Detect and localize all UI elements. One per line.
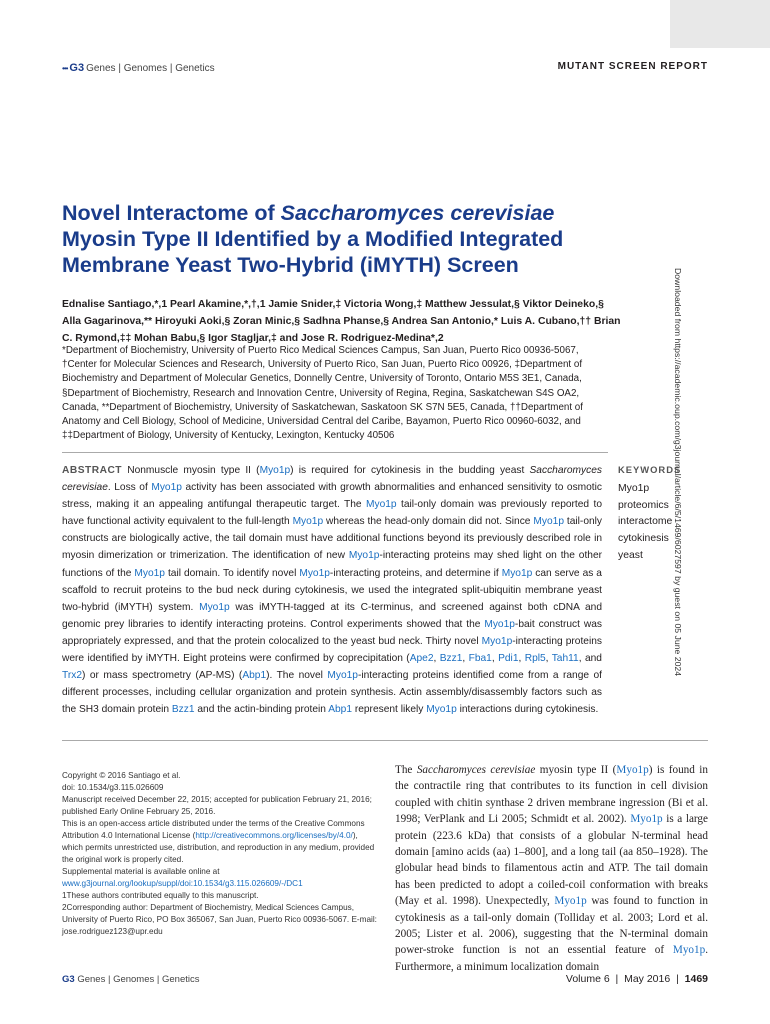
gene-link[interactable]: Myo1p xyxy=(554,895,587,908)
gene-link[interactable]: Myo1p xyxy=(501,567,533,579)
gene-link[interactable]: Abp1 xyxy=(242,670,267,682)
gene-link[interactable]: Myo1p xyxy=(134,567,165,579)
body-text: The xyxy=(395,764,417,776)
separator: | xyxy=(676,973,679,985)
footer-logo-text: Genes | Genomes | Genetics xyxy=(77,974,200,985)
title-part1: Novel Interactome of xyxy=(62,201,281,225)
abstract-text: , xyxy=(518,653,525,665)
abstract-text: was iMYTH-tagged at its C-terminus, and screened against both cDNA and genomic prey libraries to identify interacting proteins. Control experiments showed that the xyxy=(62,601,602,630)
abstract-text: . Loss of xyxy=(107,482,152,494)
gene-link[interactable]: Myo1p xyxy=(199,601,230,613)
logo-dots-icon: ••• xyxy=(62,63,68,73)
keyword-item: cytokinesis xyxy=(618,533,669,545)
divider xyxy=(62,452,608,453)
body-text: was found to function in cytokinesis as a tail-only domain (Tolliday et al. 2003; Lord et al. 2005; Lister et al. 2006), suggesting that the N-terminal domain power-stroke function is not an essential feature of xyxy=(395,895,708,957)
body-text: . Furthermore, a minimum localization domain xyxy=(395,944,708,973)
gene-link[interactable]: Myo1p xyxy=(481,635,513,647)
gene-link[interactable]: Pdi1 xyxy=(498,653,519,665)
abstract-text: -interacting proteins identified come from a range of different processes, including cellular organization and protein synthesis. Actin assembly/disassembly factors such as the SH3 domain protein xyxy=(62,670,602,716)
logo-text: Genes | Genomes | Genetics xyxy=(86,62,215,74)
keywords-box xyxy=(618,462,708,565)
abstract-text: interactions during cytokinesis. xyxy=(456,704,599,716)
abstract-text: ) or mass spectrometry (AP-MS) ( xyxy=(82,670,243,682)
abstract-text: whereas the head-only domain did not. Since xyxy=(323,516,534,528)
footnote-1: 1These authors contributed equally to this manuscript. xyxy=(62,891,259,900)
keyword-item: proteomics xyxy=(618,499,669,511)
gene-link[interactable]: Myo1p xyxy=(327,670,358,682)
gene-link[interactable]: Ape2 xyxy=(409,653,434,665)
abstract-text: ) is required for cytokinesis in the budding yeast xyxy=(290,465,530,476)
license-link[interactable]: http://creativecommons.org/licenses/by/4.0/ xyxy=(195,831,353,840)
separator: | xyxy=(615,973,619,985)
gene-link[interactable]: Myo1p xyxy=(630,813,663,826)
gene-link[interactable]: Myo1p xyxy=(426,704,457,716)
body-text: ) is found in the contractile ring that contributes to its function in cell division coupled with chitin synthase 2 driven membrane ingression (Bi et al. 1998; VerPlank and Li 2005; Schmidt et al. 2002). xyxy=(395,764,708,826)
supplemental-line xyxy=(62,866,380,890)
abstract-text: tail-only constructs are biologically active, the tail domain must have additional functions beyond its previously described role in myosin dimerization or trimerization. The identification of new xyxy=(62,516,603,562)
gene-link[interactable]: Myo1p xyxy=(292,516,324,528)
gene-link[interactable]: Abp1 xyxy=(328,704,352,716)
abstract-text: can serve as a scaffold to recruit proteins to the bud neck during cytokinesis, we used the integrated split-ubiquitin membrane yeast two-hybrid (iMYTH) system. xyxy=(62,567,602,613)
received-line: Manuscript received December 22, 2015; accepted for publication February 21, 2016; published Early Online February 25, 2016. xyxy=(62,795,372,816)
abstract-label: ABSTRACT xyxy=(62,465,123,476)
title-species: Saccharomyces cerevisiae xyxy=(280,201,555,225)
abstract-text: -interacting proteins may shed light on the other functions of the xyxy=(62,550,602,579)
abstract-text: Nonmuscle myosin type II ( xyxy=(122,465,260,476)
abstract xyxy=(62,462,602,718)
license-text: This is an open-access article distributed under the terms of the Creative Commons Attribution 4.0 International License ( xyxy=(62,819,365,840)
footer-logo-mark: G3 xyxy=(62,974,75,985)
download-note-text: Downloaded from https://academic.oup.com/g3journal/article/6/5/1469/6027597 by guest on 05 June 2024 xyxy=(673,268,683,677)
abstract-text: activity has been associated with growth abnormalities and enhanced sensitivity to osmotic stress, making it an appealing antifungal therapeutic target. The xyxy=(62,482,602,511)
keywords-title: KEYWORDS xyxy=(618,464,682,475)
page-number: 1469 xyxy=(684,973,708,985)
species-name: Saccharomyces cerevisiae xyxy=(416,764,536,776)
gene-link[interactable]: Tah11 xyxy=(551,653,579,665)
volume: Volume 6 xyxy=(565,973,610,985)
keyword-item: Myo1p xyxy=(618,482,650,494)
license-line xyxy=(62,818,380,866)
divider xyxy=(62,740,708,741)
species-name: Saccharomyces cerevisiae xyxy=(62,465,602,494)
affiliations: *Department of Biochemistry, University of Puerto Rico Medical Sciences Campus, San Juan, Puerto Rico 00936-5067, †Center for Molecular Sciences and Research, University of Puerto Rico, San Juan, Puerto Rico 00926, ‡Department of Biochemistry and Department of Molecular Genetics, Donnelly Centre, University of Toronto, Ontario M5S 3E1, Canada, §Department of Biochemistry, Research and Innovation Centre, University of Regina, Regina, Saskatchewan S4S OA2, Canada, **Department of Biochemistry, University of Saskatchewan, Saskatoon SK S7N 5E5, Canada, ††Department of Anatomy and Cell Biology, School of Medicine, Universidad Central del Caribe, Bayamon, Puerto Rico 00960-6032, and ‡‡Department of Biology, University of Kentucky, Lexington, Kentucky 40506 xyxy=(62,345,583,442)
report-type: MUTANT SCREEN REPORT xyxy=(557,61,708,72)
logo-mark: G3 xyxy=(69,62,85,74)
article-title xyxy=(62,200,662,278)
abstract-text: -interacting proteins, and determine if xyxy=(329,567,502,579)
gene-link[interactable]: Myo1p xyxy=(348,550,380,562)
gene-link[interactable]: Myo1p xyxy=(259,465,291,476)
body-text: is a large protein (223.6 kDa) that consists of a globular N-terminal head domain [amino acids (aa) 1–800], and a long tail (aa 850–1928). The globular head binds to filamentous actin and ATP. The tail domain has been predicted to adopt a coiled-coil conformation with breaks (May et al. 1998). Unexpectedly, xyxy=(395,813,708,908)
supplemental-text: Supplemental material is available online at xyxy=(62,867,220,876)
license-text: ), which permits unrestricted use, distribution, and reproduction in any medium, provided the original work is properly cited. xyxy=(62,831,375,864)
journal-logo xyxy=(62,62,215,74)
abstract-text: -bait construct was appropriately expressed, and that the protein colocalized to the yeast bud neck. Thirty novel xyxy=(62,618,603,647)
author-list: Ednalise Santiago,*,1 Pearl Akamine,*,†,1 Jamie Snider,‡ Victoria Wong,‡ Matthew Jessulat,§ Viktor Deineko,§ Alla Gagarinova,** Hiroyuki Aoki,§ Zoran Minic,§ Sadhna Phanse,§ Andrea San Antonio,* Luis A. Cubano,†† Brian C. Rymond,‡‡ Mohan Babu,§ Igor Stagljar,‡ and Jose R. Rodriguez-Medina*,2 xyxy=(62,299,621,344)
abstract-text: , xyxy=(433,653,440,665)
gene-link[interactable]: Myo1p xyxy=(151,482,182,494)
abstract-text: , xyxy=(545,653,552,665)
title-part2: Myosin Type II Identified by a Modified Integrated Membrane Yeast Two-Hybrid (iMYTH) Screen xyxy=(62,227,564,277)
gene-link[interactable]: Myo1p xyxy=(484,618,515,630)
gene-link[interactable]: Rpl5 xyxy=(524,653,546,665)
footer-logo xyxy=(62,974,200,985)
issue-date: May 2016 xyxy=(624,973,671,985)
abstract-text: and the actin-binding protein xyxy=(194,704,329,716)
keyword-item: interactome xyxy=(618,516,673,528)
gene-link[interactable]: Bzz1 xyxy=(439,653,463,665)
body-text: myosin type II ( xyxy=(535,764,617,776)
abstract-text: represent likely xyxy=(352,704,427,716)
copyright-line: Copyright © 2016 Santiago et al. xyxy=(62,771,181,780)
abstract-text: ). The novel xyxy=(266,670,328,682)
gene-link[interactable]: Myo1p xyxy=(616,764,649,776)
supplemental-link[interactable]: www.g3journal.org/lookup/suppl/doi:10.1534/g3.115.026609/-/DC1 xyxy=(62,879,303,888)
copyright-block xyxy=(62,770,380,938)
footer-info xyxy=(460,973,708,985)
abstract-text: -interacting proteins were identified by iMYTH. Eight proteins were confirmed by coprecipitation ( xyxy=(62,635,602,665)
gene-link[interactable]: Fba1 xyxy=(468,653,492,665)
gene-link[interactable]: Myo1p xyxy=(533,516,564,528)
footnote-2: 2Corresponding author: Department of Biochemistry, Medical Sciences Campus, University of Puerto Rico, PO Box 365067, San Juan, Puerto Rico 00936-5067. E-mail: jose.rodriguez123@upr.edu xyxy=(62,903,377,936)
abstract-text: , xyxy=(462,653,469,665)
keyword-item: yeast xyxy=(618,549,643,561)
abstract-text: tail domain. To identify novel xyxy=(164,567,300,579)
corner-tab xyxy=(670,0,770,48)
abstract-text: , xyxy=(491,653,499,665)
gene-link[interactable]: Trx2 xyxy=(62,670,82,682)
gene-link[interactable]: Myo1p xyxy=(366,499,397,511)
gene-link[interactable]: Myo1p xyxy=(672,944,706,957)
gene-link[interactable]: Myo1p xyxy=(299,567,330,579)
abstract-text: , and xyxy=(578,653,602,665)
abstract-text: tail-only domain was previously reported to have functional activity equivalent to the full-length xyxy=(62,499,602,528)
gene-link[interactable]: Bzz1 xyxy=(171,704,195,716)
body-paragraph xyxy=(395,762,708,975)
doi-line: doi: 10.1534/g3.115.026609 xyxy=(62,783,164,792)
